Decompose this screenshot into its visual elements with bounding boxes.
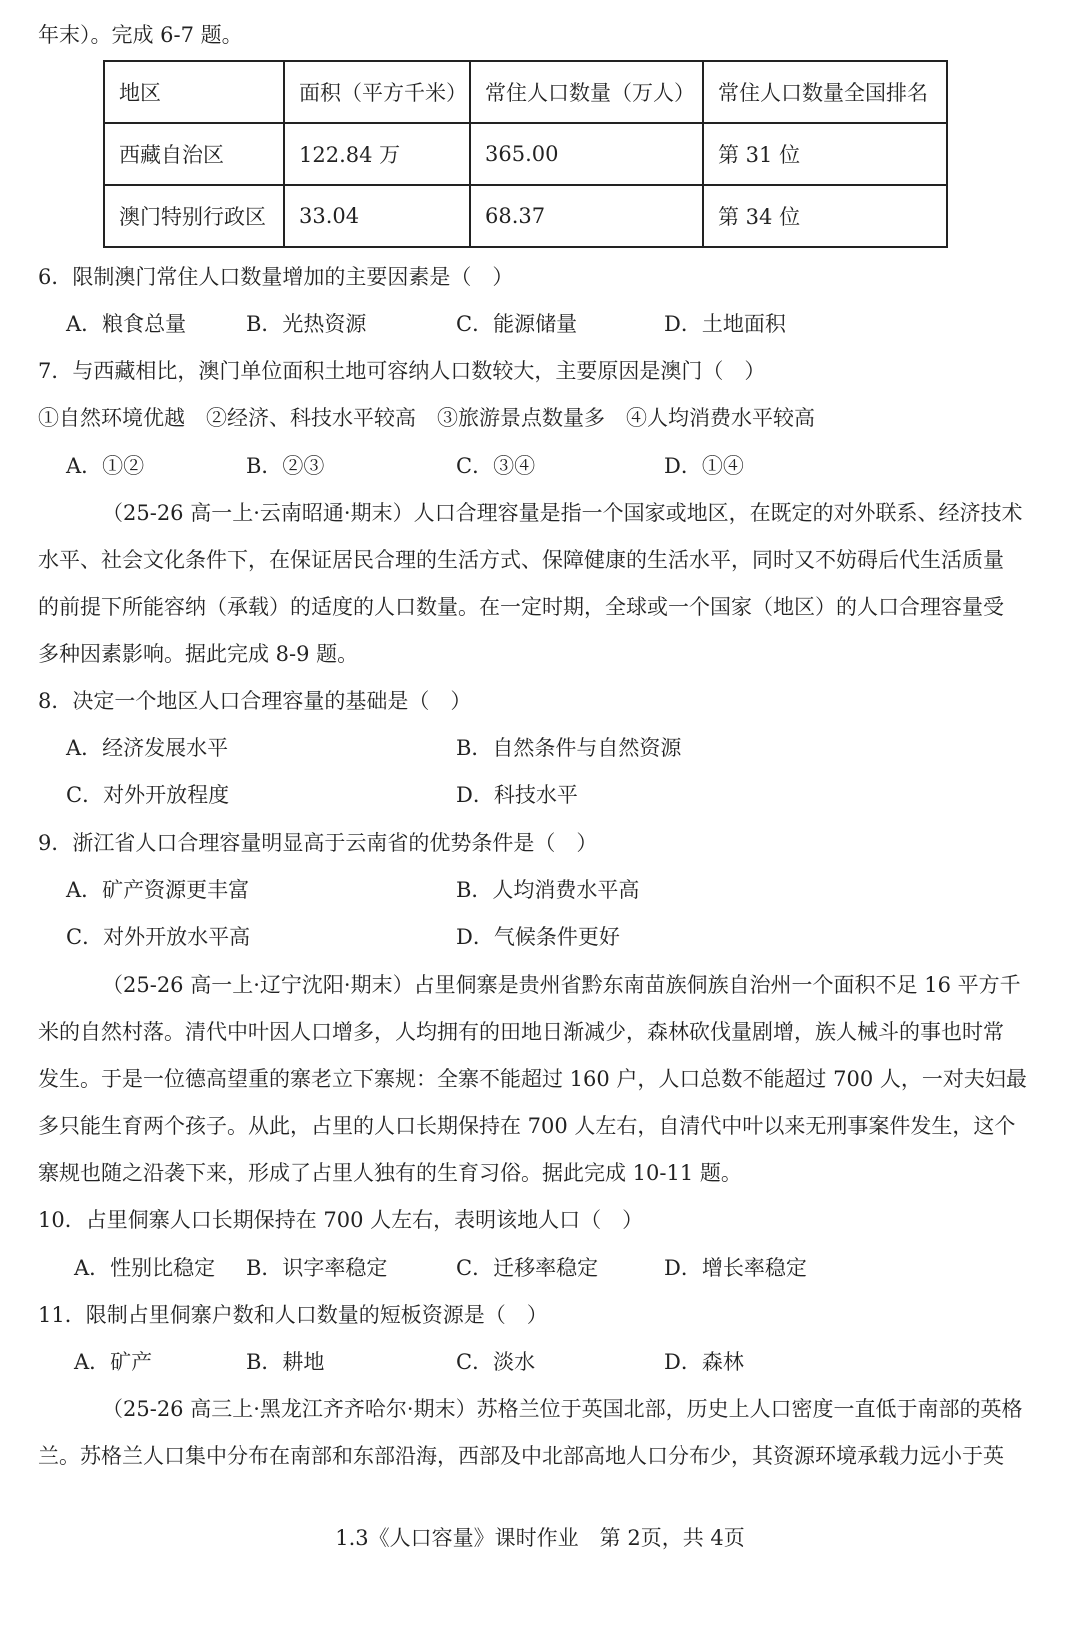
table-header-cell: 地区 xyxy=(104,61,284,123)
passage-2-line: 寨规也随之沿袭下来，形成了占里人独有的生育习俗。据此完成 10-11 题。 xyxy=(38,1161,742,1185)
passage-2-line: 发生。于是一位德高望重的寨老立下寨规：全寨不能超过 160 户，人口总数不能超过 700 人，一对夫妇最 xyxy=(38,1067,1027,1091)
passage-3-line: 兰。苏格兰人口集中分布在南部和东部沿海，西部及中北部高地人口分布少，其资源环境承载力远小于英 xyxy=(38,1444,1004,1468)
question-9-stem: 9．浙江省人口合理容量明显高于云南省的优势条件是（ ） xyxy=(38,831,598,855)
table-cell: 第 31 位 xyxy=(703,123,947,185)
question-11-stem: 11．限制占里侗寨户数和人口数量的短板资源是（ ） xyxy=(38,1303,548,1327)
table-row xyxy=(104,185,947,247)
question-9-option-d: D．气候条件更好 xyxy=(456,925,620,949)
table-cell: 365.00 xyxy=(470,123,703,185)
passage-2-line: 多只能生育两个孩子。从此，占里的人口长期保持在 700 人左右，自清代中叶以来无刑事案件发生，这个 xyxy=(38,1114,1016,1138)
table-row xyxy=(104,123,947,185)
question-11-option-a: A．矿产 xyxy=(74,1350,153,1374)
question-8-option-d: D．科技水平 xyxy=(456,783,578,807)
passage-1-line: 水平、社会文化条件下，在保证居民合理的生活方式、保障健康的生活水平，同时又不妨碍后代生活质量 xyxy=(38,548,1004,572)
question-6-option-c: C．能源储量 xyxy=(456,312,578,336)
question-10-option-a: A．性别比稳定 xyxy=(74,1256,216,1280)
question-7-option-d: D．①④ xyxy=(664,454,744,478)
question-6-option-a: A．粮食总量 xyxy=(66,312,187,336)
question-6-stem: 6．限制澳门常住人口数量增加的主要因素是（ ） xyxy=(38,265,514,289)
table-cell: 33.04 xyxy=(284,185,470,247)
question-9-option-b: B．人均消费水平高 xyxy=(456,878,640,902)
population-table xyxy=(103,60,948,248)
table-cell: 第 34 位 xyxy=(703,185,947,247)
question-11-option-d: D．森林 xyxy=(664,1350,744,1374)
question-10-option-b: B．识字率稳定 xyxy=(246,1256,388,1280)
question-9-option-a: A．矿产资源更丰富 xyxy=(66,878,250,902)
passage-2-line: （25-26 高一上·辽宁沈阳·期末）占里侗寨是贵州省黔东南苗族侗族自治州一个面积不足 16 平方千 xyxy=(102,973,1021,997)
question-8-option-a: A．经济发展水平 xyxy=(66,736,229,760)
question-9-option-c: C．对外开放水平高 xyxy=(66,925,251,949)
question-8-option-b: B．自然条件与自然资源 xyxy=(456,736,682,760)
intro-tail: 年末）。完成 6-7 题。 xyxy=(38,23,243,47)
table-cell: 澳门特别行政区 xyxy=(104,185,284,247)
question-7-option-c: C．③④ xyxy=(456,454,536,478)
question-11-option-c: C．淡水 xyxy=(456,1350,536,1374)
question-6-option-b: B．光热资源 xyxy=(246,312,367,336)
passage-1-line: （25-26 高一上·云南昭通·期末）人口合理容量是指一个国家或地区，在既定的对外联系、经济技术 xyxy=(102,501,1023,525)
table-cell: 68.37 xyxy=(470,185,703,247)
passage-2-line: 米的自然村落。清代中叶因人口增多，人均拥有的田地日渐减少，森林砍伐量剧增，族人械斗的事也时常 xyxy=(38,1020,1004,1044)
question-10-stem: 10．占里侗寨人口长期保持在 700 人左右，表明该地人口（ ） xyxy=(38,1208,644,1232)
table-cell: 西藏自治区 xyxy=(104,123,284,185)
question-7-stem: 7．与西藏相比，澳门单位面积土地可容纳人口数较大，主要原因是澳门（ ） xyxy=(38,359,766,383)
question-8-stem: 8．决定一个地区人口合理容量的基础是（ ） xyxy=(38,689,472,713)
question-7-option-a: A．①② xyxy=(66,454,145,478)
question-8-option-c: C．对外开放程度 xyxy=(66,783,230,807)
question-10-option-c: C．迁移率稳定 xyxy=(456,1256,599,1280)
question-11-option-b: B．耕地 xyxy=(246,1350,325,1374)
passage-3-line: （25-26 高三上·黑龙江齐齐哈尔·期末）苏格兰位于英国北部，历史上人口密度一直低于南部的英格 xyxy=(102,1397,1023,1421)
question-7-items: ①自然环境优越 ②经济、科技水平较高 ③旅游景点数量多 ④人均消费水平较高 xyxy=(38,406,815,430)
page-footer: 1.3《人口容量》课时作业 第 2页，共 4页 xyxy=(335,1526,745,1550)
table-cell: 122.84 万 xyxy=(284,123,470,185)
passage-1-line: 多种因素影响。据此完成 8-9 题。 xyxy=(38,642,359,666)
table-header-row xyxy=(104,61,947,123)
table-header-cell: 常住人口数量全国排名 xyxy=(703,61,947,123)
table-header-cell: 常住人口数量（万人） xyxy=(470,61,703,123)
question-7-option-b: B．②③ xyxy=(246,454,325,478)
question-10-option-d: D．增长率稳定 xyxy=(664,1256,807,1280)
question-6-option-d: D．土地面积 xyxy=(664,312,786,336)
table-header-cell: 面积（平方千米） xyxy=(284,61,470,123)
passage-1-line: 的前提下所能容纳（承载）的适度的人口数量。在一定时期，全球或一个国家（地区）的人口合理容量受 xyxy=(38,595,1004,619)
